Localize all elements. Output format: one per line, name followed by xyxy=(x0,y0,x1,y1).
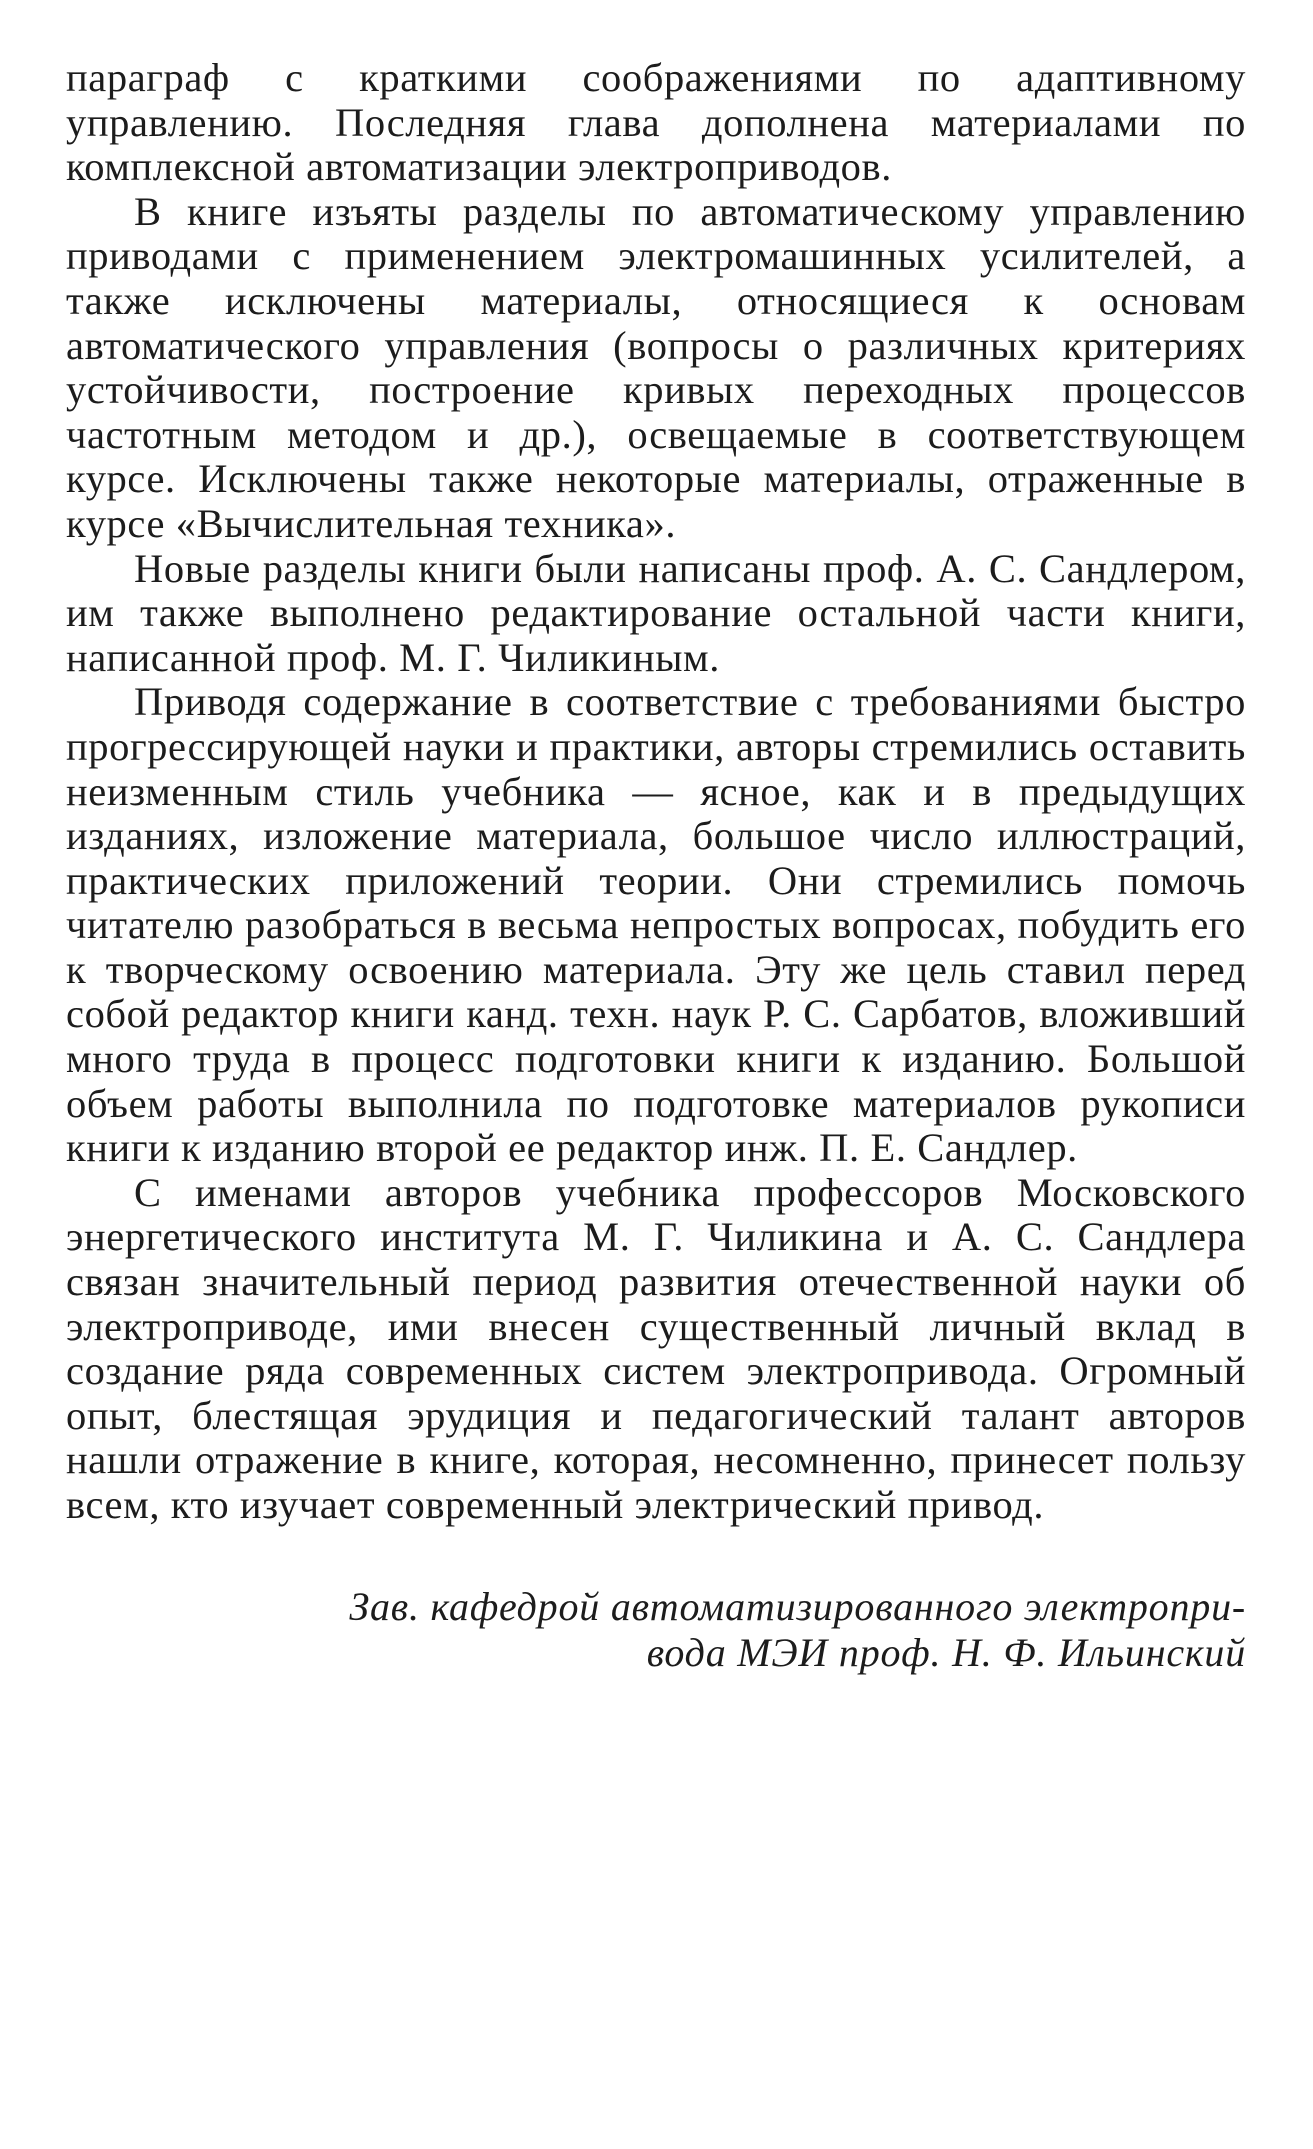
paragraph-content-update: Приводя содержание в соответствие с требованиями быстро прогрессирующей науки и практики, авторы стремились оставить неизменным стиль учебника — ясное, как и в предыдущих изданиях, изложение материала, большое число иллюстраций, практических приложений теории. Они стремились помочь читателю разобраться в весьма непростых вопросах, побудить его к творческому освоению материала. Эту же цель ставил перед собой редактор книги канд. техн. наук Р. С. Сарбатов, вложивший много труда в процесс подготовки книги к изданию. Большой объем работы выполнила по подготовке материалов рукописи книги к изданию второй ее редактор инж. П. Е. Сандлер. xyxy=(66,679,1246,1171)
signature-block xyxy=(66,1584,1246,1676)
document-page xyxy=(66,56,1246,1676)
signature-line-2: вода МЭИ проф. Н. Ф. Ильинский xyxy=(646,1629,1246,1675)
paragraph-removed-sections: В книге изъяты разделы по автоматическому управлению приводами с применением электромашинных усилителей, а также исключены материалы, относящиеся к основам автоматического управления (вопросы о различных критериях устойчивости, построение кривых переходных процессов частотным методом и др.), освещаемые в соответствующем курсе. Исключены также некоторые материалы, отраженные в курсе «Вычислительная техника». xyxy=(66,188,1246,546)
paragraph-authors-legacy: С именами авторов учебника профессоров Московского энергетического института М. Г. Чиликина и А. С. Сандлера связан значительный период развития отечественной науки об электроприводе, ими внесен существенный личный вклад в создание ряда современных систем электропривода. Огромный опыт, блестящая эрудиция и педагогический талант авторов нашли отражение в книге, которая, несомненно, принесет пользу всем, кто изучает современный электрический привод. xyxy=(66,1169,1246,1527)
signature-line-1: Зав. кафедрой автоматизированного электропри- xyxy=(349,1583,1246,1629)
paragraph-new-sections: Новые разделы книги были написаны проф. А. С. Сандлером, им также выполнено редактирование остальной части книги, написанной проф. М. Г. Чиликиным. xyxy=(66,545,1246,680)
paragraph-adaptive-control: параграф с краткими соображениями по адаптивному управлению. Последняя глава дополнена материалами по комплексной автоматизации электроприводов. xyxy=(66,55,1246,190)
